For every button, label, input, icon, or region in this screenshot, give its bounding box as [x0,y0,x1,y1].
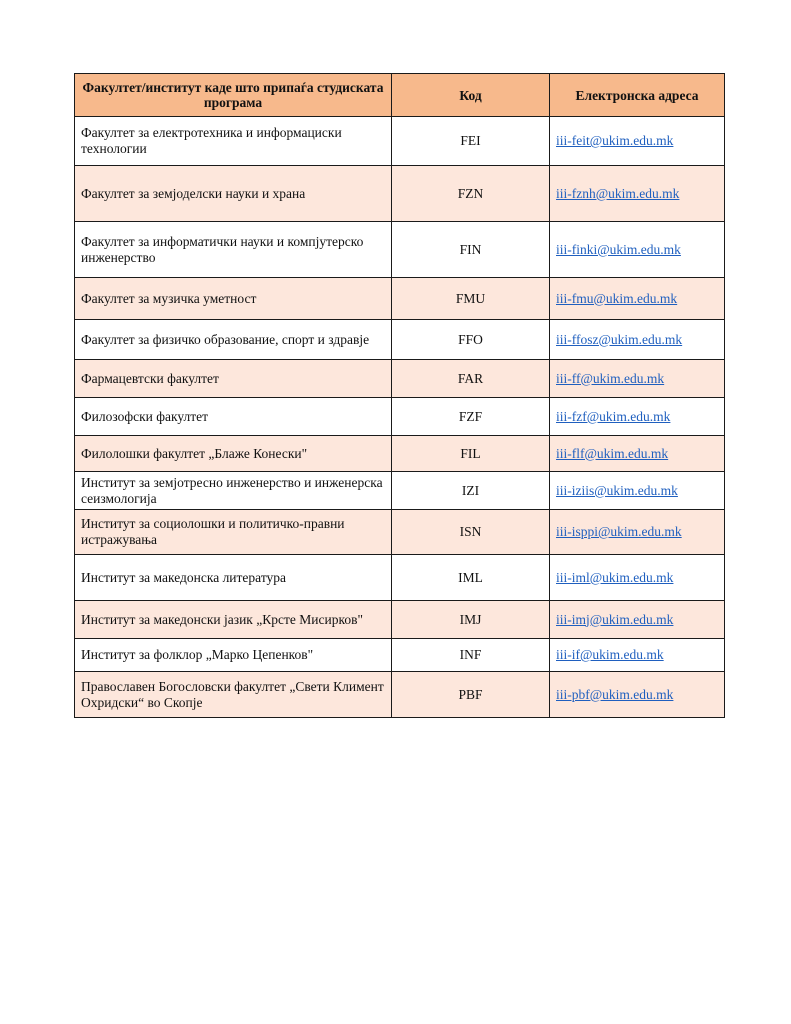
table-row [75,222,725,278]
email-link[interactable]: iii-if@ukim.edu.mk [556,647,664,662]
email-link[interactable]: iii-fmu@ukim.edu.mk [556,290,678,306]
email-link[interactable]: iii-feit@ukim.edu.mk [556,133,674,148]
faculty-code: INF [392,639,550,672]
faculty-name: Факултет за музичка уметност [75,278,392,320]
faculty-name: Институт за фолклор „Марко Цепенков" [75,639,392,672]
email-link[interactable]: iii-iziis@ukim.edu.mk [556,482,678,498]
faculty-name: Факултет за електротехника и информациски технологии [75,117,392,166]
faculty-code: FFO [392,320,550,360]
faculty-code: FIN [392,222,550,278]
table-row [75,639,725,672]
faculty-code: FEI [392,117,550,166]
faculty-name: Институт за македонски јазик „Крсте Мисирков" [75,601,392,639]
email-link[interactable]: iii-ff@ukim.edu.mk [556,370,665,386]
email-cell [550,555,725,601]
header-code: Код [392,74,550,117]
email-link[interactable]: iii-imj@ukim.edu.mk [556,611,674,627]
table-row [75,510,725,555]
faculty-name: Филолошки факултет „Блаже Конески" [75,436,392,472]
email-link[interactable]: iii-finki@ukim.edu.mk [556,241,681,257]
faculty-code: FAR [392,360,550,398]
email-cell [550,278,725,320]
email-cell [550,320,725,360]
table-row [75,320,725,360]
faculty-code: IML [392,555,550,601]
faculty-code: FMU [392,278,550,320]
faculty-name: Фармацевтски факултет [75,360,392,398]
email-cell [550,117,725,166]
email-cell [550,222,725,278]
table-row [75,436,725,472]
faculty-code: IZI [392,472,550,510]
email-cell [550,436,725,472]
faculty-code: FIL [392,436,550,472]
email-link[interactable]: iii-ffosz@ukim.edu.mk [556,331,683,347]
email-cell [550,398,725,436]
email-link[interactable]: iii-iml@ukim.edu.mk [556,569,674,585]
table-row [75,278,725,320]
email-cell [550,510,725,555]
table-row [75,398,725,436]
email-link[interactable]: iii-flf@ukim.edu.mk [556,445,669,461]
faculty-code: ISN [392,510,550,555]
table-row [75,472,725,510]
faculty-code: FZF [392,398,550,436]
faculty-name: Институт за земјотресно инженерство и инженерска сеизмологија [75,472,392,510]
email-cell [550,672,725,718]
faculty-code: IMJ [392,601,550,639]
table-header-row [75,74,725,117]
table-row [75,555,725,601]
table-row [75,601,725,639]
email-cell [550,472,725,510]
faculty-code: FZN [392,166,550,222]
faculty-name: Факултет за физичко образование, спорт и здравје [75,320,392,360]
email-cell [550,166,725,222]
faculty-name: Институт за социолошки и политичко-правни истражувања [75,510,392,555]
faculty-name: Филозофски факултет [75,398,392,436]
faculty-code: PBF [392,672,550,718]
email-cell [550,639,725,672]
header-faculty: Факултет/институт каде што припаѓа студиската програма [75,74,392,117]
email-cell [550,601,725,639]
email-link[interactable]: iii-fznh@ukim.edu.mk [556,185,680,201]
table-row [75,672,725,718]
faculty-name: Институт за македонска литература [75,555,392,601]
table-row [75,166,725,222]
table-row [75,117,725,166]
faculty-name: Факултет за информатички науки и компјутерско инженерство [75,222,392,278]
faculty-name: Православен Богословски факултет „Свети Климент Охридски“ во Скопје [75,672,392,718]
email-link[interactable]: iii-fzf@ukim.edu.mk [556,408,671,424]
header-email: Електронска адреса [550,74,725,117]
email-cell [550,360,725,398]
email-link[interactable]: iii-pbf@ukim.edu.mk [556,686,674,702]
email-link[interactable]: iii-isppi@ukim.edu.mk [556,524,682,539]
faculty-name: Факултет за земјоделски науки и храна [75,166,392,222]
faculty-contact-table [74,73,725,718]
table-row [75,360,725,398]
